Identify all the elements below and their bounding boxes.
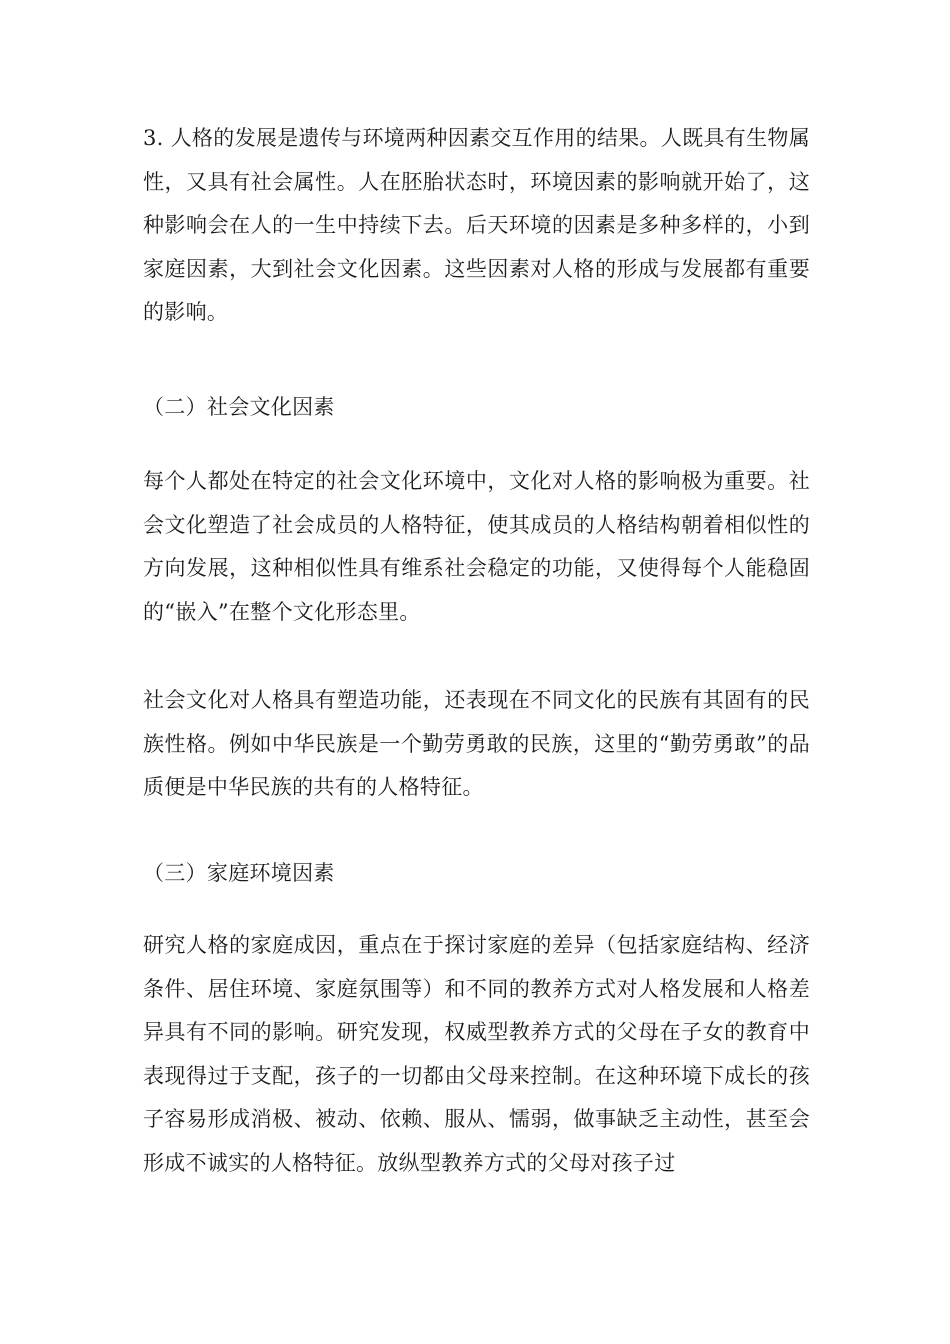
paragraph-family-parenting-styles: 研究人格的家庭成因，重点在于探讨家庭的差异（包括家庭结构、经济条件、居住环境、家庭氛围等）和不同的教养方式对人格发展和人格差异具有不同的影响。研究发现，权威型教养方式的父母在子女的教育中表现得过于支配，孩子的一切都由父母来控制。在这种环境下成长的孩子容易形成消极、被动、依赖、服从、懦弱，做事缺乏主动性，甚至会形成不诚实的人格特征。放纵型教养方式的父母对孩子过 xyxy=(143,933,810,1175)
section-heading-social-culture: （二）社会文化因素 xyxy=(143,395,335,419)
section-heading-family-environment: （三）家庭环境因素 xyxy=(143,861,335,885)
paragraph-heredity-environment: 3. 人格的发展是遗传与环境两种因素交互作用的结果。人既具有生物属性，又具有社会属性。人在胚胎状态时，环境因素的影响就开始了，这种影响会在人的一生中持续下去。后天环境的因素是多种多样的，小到家庭因素，大到社会文化因素。这些因素对人格的形成与发展都有重要的影响。 xyxy=(143,126,810,324)
paragraph-national-character: 社会文化对人格具有塑造功能，还表现在不同文化的民族有其固有的民族性格。例如中华民族是一个勤劳勇敢的民族，这里的“勤劳勇敢”的品质便是中华民族的共有的人格特征。 xyxy=(143,688,810,799)
paragraph-social-culture-shaping: 每个人都处在特定的社会文化环境中，文化对人格的影响极为重要。社会文化塑造了社会成员的人格特征，使其成员的人格结构朝着相似性的方向发展，这种相似性具有维系社会稳定的功能，又使得每个人能稳固的“嵌入”在整个文化形态里。 xyxy=(143,469,810,624)
